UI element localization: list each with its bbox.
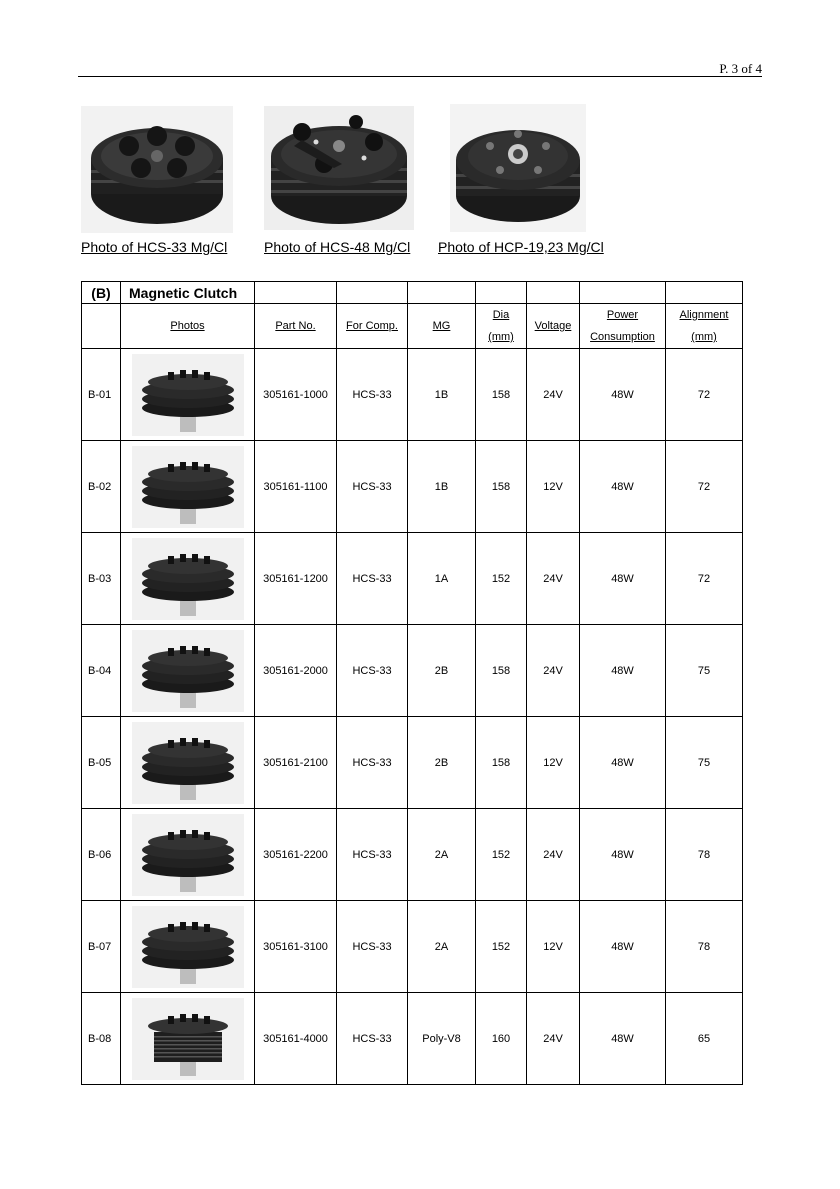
section-id: (B) — [82, 282, 121, 304]
section-row — [82, 282, 743, 304]
row-power: 48W — [580, 901, 666, 993]
header-power-consumption: Consumption — [590, 331, 655, 343]
table-row — [82, 441, 743, 533]
photo-hcs48 — [264, 106, 414, 255]
row-alignment: 75 — [666, 625, 743, 717]
row-id: B-08 — [82, 993, 121, 1085]
clutch-photo-image — [132, 538, 244, 620]
row-comp: HCS-33 — [337, 441, 408, 533]
row-alignment: 72 — [666, 533, 743, 625]
table-row — [82, 901, 743, 993]
row-power: 48W — [580, 717, 666, 809]
row-part-no: 305161-4000 — [255, 993, 337, 1085]
row-alignment: 72 — [666, 349, 743, 441]
row-alignment: 78 — [666, 809, 743, 901]
table-row — [82, 809, 743, 901]
clutch-photo-image — [264, 106, 414, 230]
row-mg: 1B — [408, 441, 476, 533]
row-comp: HCS-33 — [337, 993, 408, 1085]
row-alignment: 72 — [666, 441, 743, 533]
row-power: 48W — [580, 993, 666, 1085]
photo-caption: Photo of HCS-33 Mg/Cl — [81, 239, 228, 255]
row-voltage: 12V — [527, 901, 580, 993]
section-title: Magnetic Clutch — [121, 282, 255, 304]
row-mg: 2B — [408, 625, 476, 717]
row-id: B-01 — [82, 349, 121, 441]
row-alignment: 78 — [666, 901, 743, 993]
row-photo — [121, 441, 255, 533]
row-part-no: 305161-2100 — [255, 717, 337, 809]
header-part-no: Part No. — [275, 320, 316, 332]
row-dia: 158 — [476, 717, 527, 809]
clutch-photo-image — [132, 906, 244, 988]
row-voltage: 24V — [527, 625, 580, 717]
row-power: 48W — [580, 625, 666, 717]
table-header-row — [82, 304, 743, 349]
row-alignment: 65 — [666, 993, 743, 1085]
row-photo — [121, 533, 255, 625]
row-part-no: 305161-3100 — [255, 901, 337, 993]
row-dia: 158 — [476, 625, 527, 717]
header-alignment-unit: (mm) — [691, 331, 717, 343]
row-mg: 1B — [408, 349, 476, 441]
clutch-photo-image — [132, 630, 244, 712]
row-mg: Poly-V8 — [408, 993, 476, 1085]
row-part-no: 305161-1000 — [255, 349, 337, 441]
row-dia: 152 — [476, 901, 527, 993]
clutch-photo-image — [81, 106, 233, 233]
row-photo — [121, 717, 255, 809]
row-dia: 160 — [476, 993, 527, 1085]
row-comp: HCS-33 — [337, 901, 408, 993]
row-part-no: 305161-2200 — [255, 809, 337, 901]
header-mg: MG — [432, 320, 451, 332]
row-photo — [121, 901, 255, 993]
row-voltage: 24V — [527, 809, 580, 901]
clutch-photo-image — [132, 814, 244, 896]
row-power: 48W — [580, 349, 666, 441]
row-mg: 2A — [408, 809, 476, 901]
row-part-no: 305161-1100 — [255, 441, 337, 533]
clutch-photo-image — [132, 354, 244, 436]
row-part-no: 305161-2000 — [255, 625, 337, 717]
clutch-photo-image — [132, 998, 244, 1080]
row-photo — [121, 993, 255, 1085]
row-alignment: 75 — [666, 717, 743, 809]
row-power: 48W — [580, 441, 666, 533]
row-comp: HCS-33 — [337, 625, 408, 717]
row-dia: 152 — [476, 533, 527, 625]
row-comp: HCS-33 — [337, 809, 408, 901]
row-mg: 2B — [408, 717, 476, 809]
row-comp: HCS-33 — [337, 533, 408, 625]
table-row — [82, 533, 743, 625]
row-mg: 2A — [408, 901, 476, 993]
row-id: B-05 — [82, 717, 121, 809]
photo-caption: Photo of HCS-48 Mg/Cl — [264, 239, 411, 255]
row-voltage: 24V — [527, 993, 580, 1085]
row-voltage: 24V — [527, 533, 580, 625]
photo-caption: Photo of HCP-19,23 Mg/Cl — [438, 239, 604, 255]
row-id: B-02 — [82, 441, 121, 533]
row-id: B-07 — [82, 901, 121, 993]
header-dia-unit: (mm) — [488, 331, 514, 343]
row-power: 48W — [580, 809, 666, 901]
row-dia: 158 — [476, 441, 527, 533]
row-mg: 1A — [408, 533, 476, 625]
header-rule — [78, 76, 762, 77]
clutch-photo-image — [132, 722, 244, 804]
row-comp: HCS-33 — [337, 349, 408, 441]
photo-hcp1923 — [438, 104, 604, 255]
row-voltage: 12V — [527, 441, 580, 533]
row-voltage: 24V — [527, 349, 580, 441]
magnetic-clutch-table — [81, 281, 743, 1085]
photo-hcs33 — [81, 106, 233, 255]
clutch-photo-image — [450, 104, 586, 232]
row-photo — [121, 625, 255, 717]
clutch-photo-image — [132, 446, 244, 528]
row-power: 48W — [580, 533, 666, 625]
header-voltage: Voltage — [534, 320, 572, 332]
header-dia: Dia — [492, 309, 510, 321]
header-power: Power — [606, 309, 639, 321]
page-number: P. 3 of 4 — [719, 61, 762, 76]
table-row — [82, 717, 743, 809]
table-row — [82, 993, 743, 1085]
row-part-no: 305161-1200 — [255, 533, 337, 625]
row-id: B-03 — [82, 533, 121, 625]
header-for-comp: For Comp. — [346, 320, 398, 332]
row-voltage: 12V — [527, 717, 580, 809]
row-dia: 158 — [476, 349, 527, 441]
row-photo — [121, 809, 255, 901]
table-row — [82, 349, 743, 441]
header-alignment: Alignment — [679, 309, 729, 321]
row-photo — [121, 349, 255, 441]
header-photos: Photos — [170, 320, 205, 332]
row-dia: 152 — [476, 809, 527, 901]
table-row — [82, 625, 743, 717]
row-comp: HCS-33 — [337, 717, 408, 809]
row-id: B-06 — [82, 809, 121, 901]
row-id: B-04 — [82, 625, 121, 717]
